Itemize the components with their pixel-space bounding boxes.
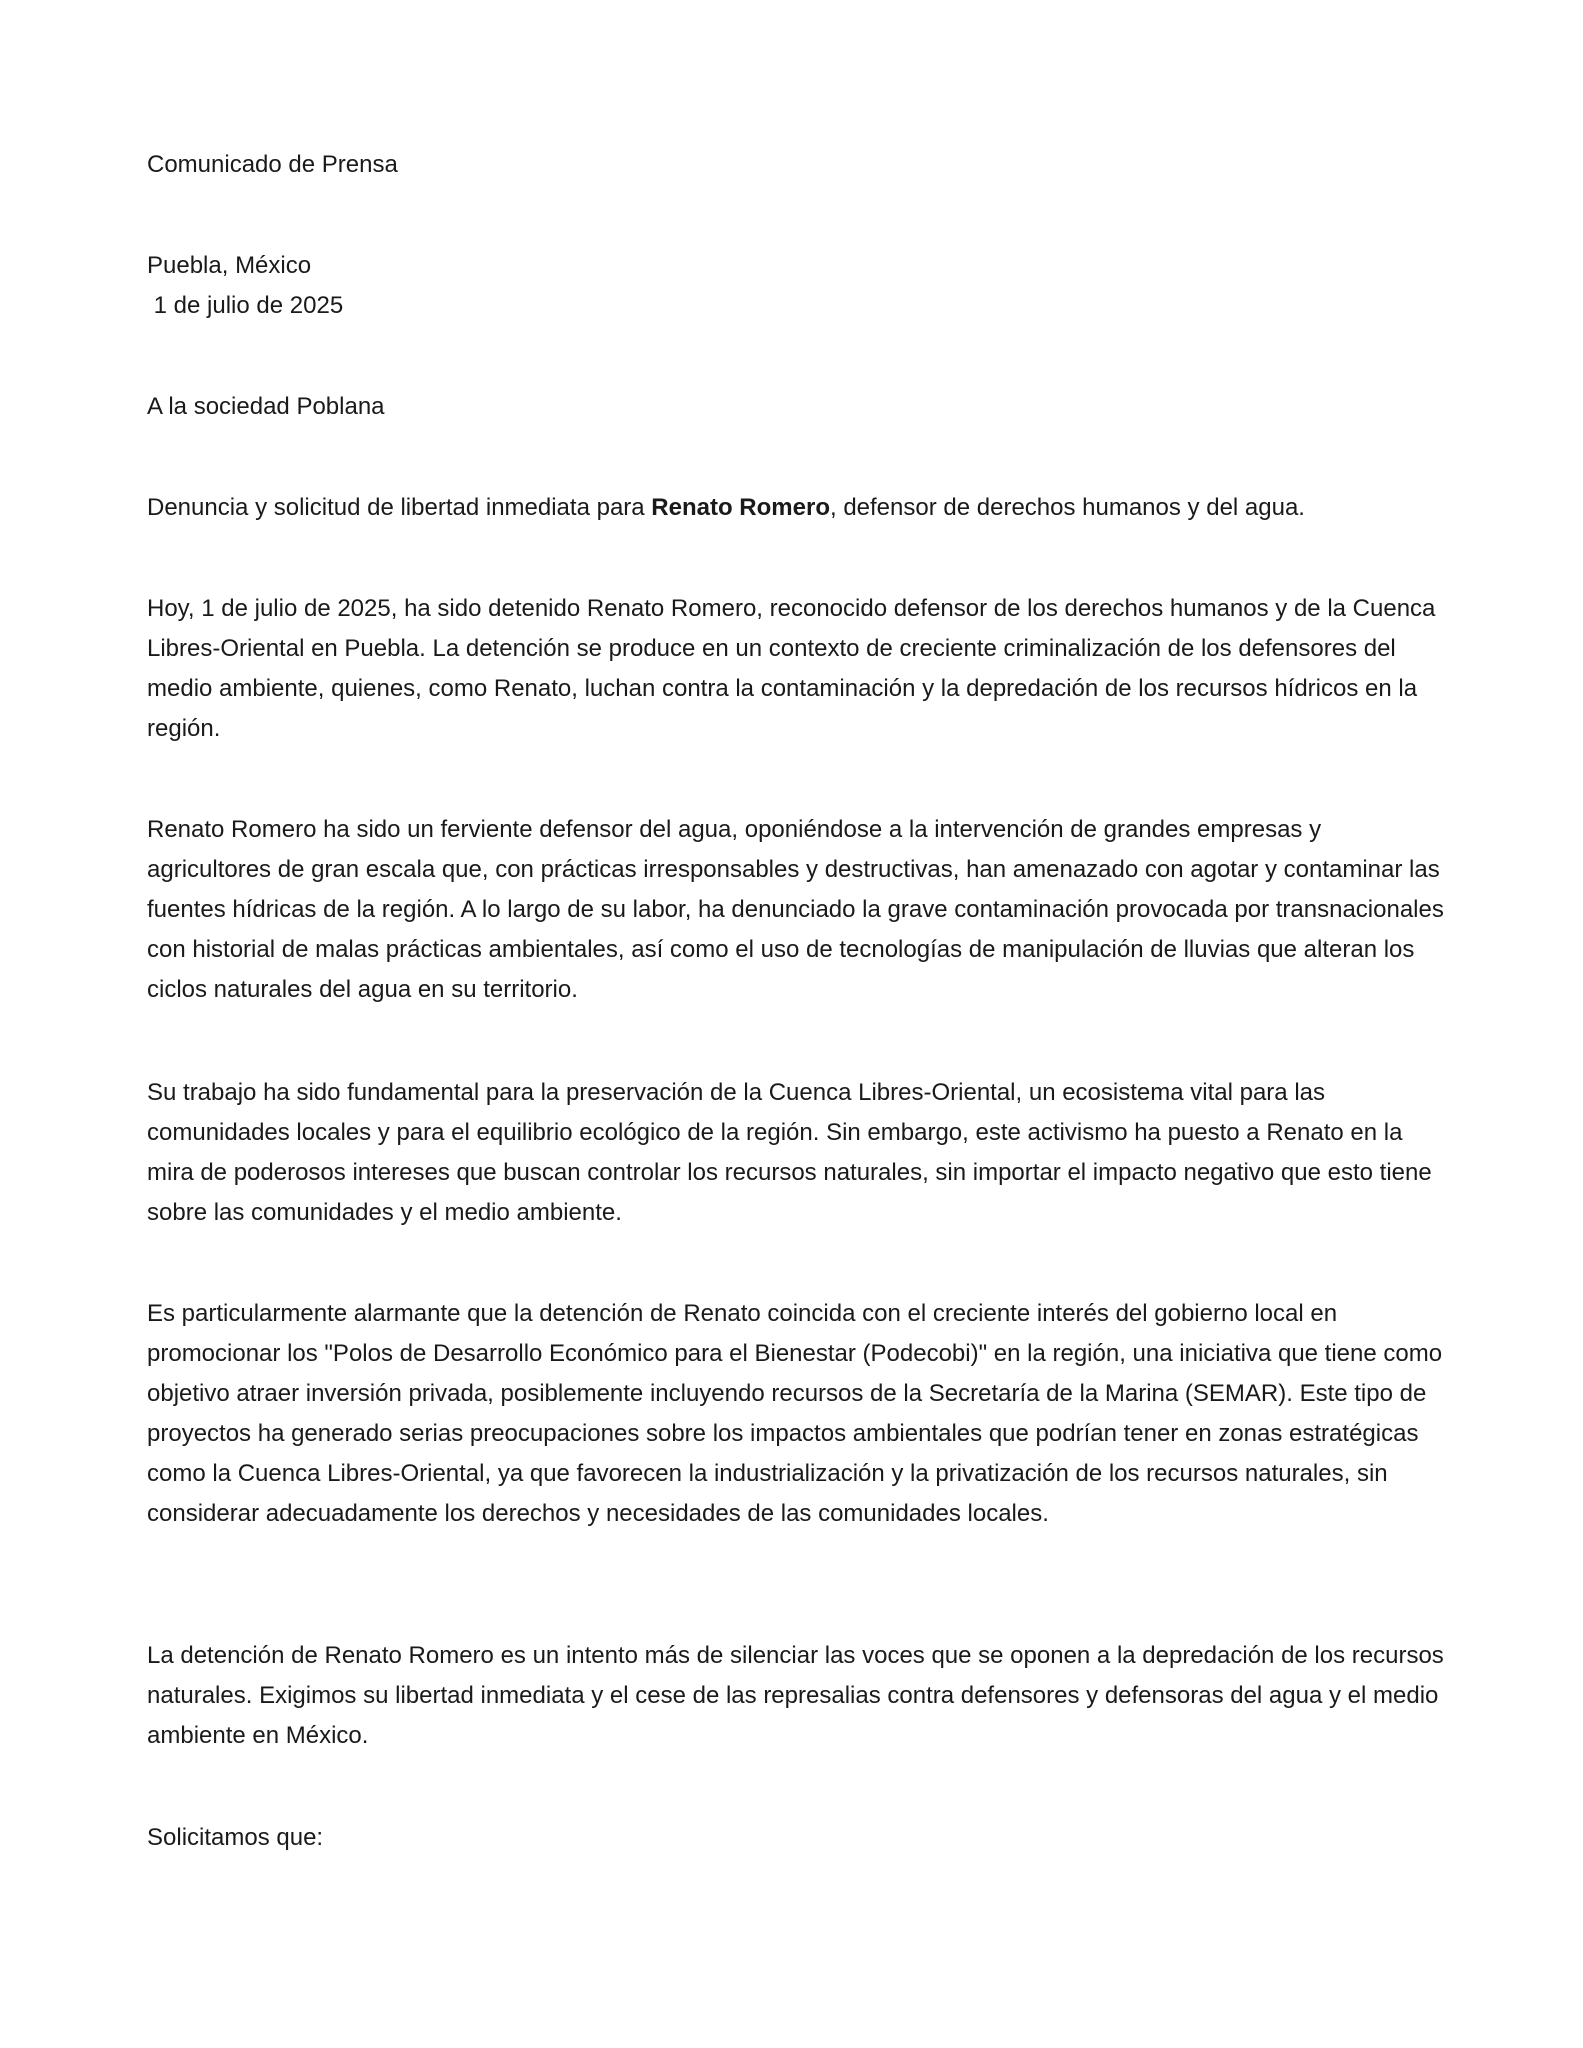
paragraph-1: Hoy, 1 de julio de 2025, ha sido detenido Renato Romero, reconocido defensor de los derechos humanos y de la Cuenca Libres-Oriental en Puebla. La detención se produce en un contexto de creciente criminalización de los defensores del medio ambiente, quienes, como Renato, luchan contra la contaminación y la depredación de los recursos hídricos en la región. xyxy=(147,595,1436,742)
document-title: Comunicado de Prensa xyxy=(147,151,398,178)
paragraph-3: Su trabajo ha sido fundamental para la preservación de la Cuenca Libres-Oriental, un ecosistema vital para las comunidades locales y para el equilibrio ecológico de la región. Sin embargo, este activismo ha puesto a Renato en la mira de poderosos intereses que buscan controlar los recursos naturales, sin importar el impacto negativo que esto tiene sobre las comunidades y el medio ambiente. xyxy=(147,1079,1432,1226)
closing-line: Solicitamos que: xyxy=(147,1824,324,1851)
headline xyxy=(147,488,1447,528)
headline-suffix: , defensor de derechos humanos y del agua. xyxy=(829,494,1305,521)
location-line: Puebla, México xyxy=(147,252,312,279)
recipient-line: A la sociedad Poblana xyxy=(147,393,385,420)
headline-name: Renato Romero xyxy=(651,494,830,521)
headline-prefix: Denuncia y solicitud de libertad inmediata para xyxy=(147,494,652,521)
paragraph-4: Es particularmente alarmante que la detención de Renato coincida con el creciente interés del gobierno local en promocionar los "Polos de Desarrollo Económico para el Bienestar (Podecobi)" en la región, una iniciativa que tiene como objetivo atraer inversión privada, posiblemente incluyendo recursos de la Secretaría de la Marina (SEMAR). Este tipo de proyectos ha generado serias preocupaciones sobre los impactos ambientales que podrían tener en zonas estratégicas como la Cuenca Libres-Oriental, ya que favorecen la industrialización y la privatización de los recursos naturales, sin considerar adecuadamente los derechos y necesidades de las comunidades locales. xyxy=(147,1300,1443,1527)
paragraph-2: Renato Romero ha sido un ferviente defensor del agua, oponiéndose a la intervención de grandes empresas y agricultores de gran escala que, con prácticas irresponsables y destructivas, han amenazado con agotar y contaminar las fuentes hídricas de la región. A lo largo de su labor, ha denunciado la grave contaminación provocada por transnacionales con historial de malas prácticas ambientales, así como el uso de tecnologías de manipulación de lluvias que alteran los ciclos naturales del agua en su territorio. xyxy=(147,816,1444,1003)
date-line: 1 de julio de 2025 xyxy=(147,292,344,319)
paragraph-5: La detención de Renato Romero es un intento más de silenciar las voces que se oponen a la depredación de los recursos naturales. Exigimos su libertad inmediata y el cese de las represalias contra defensores y defensoras del agua y el medio ambiente en México. xyxy=(147,1642,1444,1749)
